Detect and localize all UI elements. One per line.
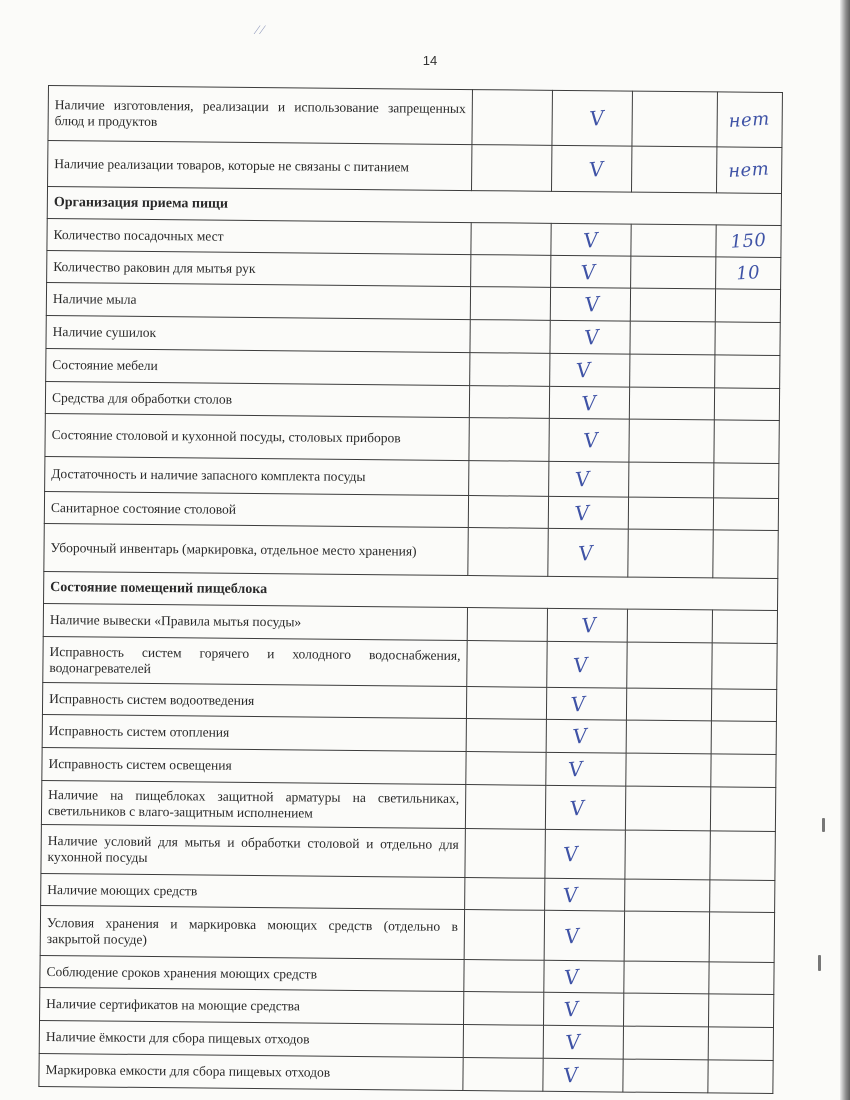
criterion-label: Исправность систем водоотведения [42, 682, 466, 718]
table-row [45, 413, 779, 463]
empty-cell [623, 993, 708, 1027]
check-cell [552, 90, 633, 146]
check-cell [546, 752, 626, 786]
empty-cell [472, 145, 552, 192]
empty-cell [631, 224, 716, 257]
criterion-label: Исправность систем горячего и холодного водоснабжения, водонагревателей [43, 636, 467, 686]
table-row [43, 636, 777, 689]
empty-cell [630, 321, 715, 355]
empty-cell [464, 960, 544, 993]
criterion-label: Исправность систем освещения [42, 747, 466, 784]
handwritten-check-mark: V [588, 105, 606, 131]
empty-cell [469, 418, 549, 462]
empty-cell [465, 785, 545, 830]
table-row [39, 1053, 773, 1093]
handwritten-note-cell [708, 1060, 773, 1094]
section-title: Состояние помещений пищеблока [44, 571, 778, 610]
handwritten-note-cell [715, 322, 780, 356]
check-cell [549, 461, 629, 497]
check-cell [551, 255, 631, 288]
empty-cell [629, 419, 714, 463]
empty-cell [624, 911, 709, 962]
handwritten-check-mark: V [570, 690, 587, 717]
table-row [48, 141, 782, 194]
empty-cell [630, 288, 715, 322]
inspection-table-wrapper [38, 85, 782, 1094]
criterion-label: Наличие ёмкости для сбора пищевых отходов [39, 1020, 463, 1057]
handwritten-note-cell [710, 880, 775, 913]
handwritten-note-cell [713, 498, 778, 531]
handwritten-check-mark: V [571, 723, 589, 749]
handwritten-note-cell [715, 355, 780, 389]
handwritten-note-cell [712, 643, 777, 690]
criterion-label: Наличие изготовления, реализации и использование запрещенных блюд и продуктов [48, 86, 473, 145]
empty-cell [467, 641, 547, 688]
handwritten-note-cell [708, 1027, 773, 1061]
empty-cell [630, 354, 715, 388]
check-cell [550, 287, 630, 321]
empty-cell [468, 496, 548, 529]
empty-cell [628, 497, 713, 530]
handwritten-check-mark: V [562, 1062, 580, 1088]
handwritten-note-cell [709, 912, 774, 963]
check-cell [546, 719, 626, 753]
handwritten-note-cell [710, 787, 775, 832]
empty-cell [623, 1026, 708, 1060]
empty-cell [469, 461, 549, 497]
empty-cell [468, 528, 548, 577]
empty-cell [465, 829, 545, 879]
check-cell [550, 320, 630, 354]
criterion-label: Наличие условий для мытья и обработки столовой и отдельно для кухонной посуды [41, 824, 465, 877]
table-row [44, 523, 778, 578]
criterion-label: Состояние мебели [46, 348, 470, 385]
check-cell [549, 418, 629, 462]
handwritten-note-cell [715, 289, 780, 323]
checklist-rows [39, 86, 783, 1094]
handwritten-check-mark: V [577, 540, 595, 566]
handwritten-check-mark: V [562, 841, 580, 867]
criterion-label: Наличие на пищеблоках защитной арматуры на светильниках, светильников с влаго-защитным исполнением [41, 780, 465, 828]
handwritten-note-cell [714, 420, 779, 464]
check-cell [551, 223, 631, 256]
handwritten-note: 10 [735, 262, 761, 285]
handwritten-note-cell [709, 962, 774, 995]
empty-cell [626, 753, 711, 787]
criterion-label: Наличие сушилок [46, 315, 470, 352]
page-number: 14 [422, 53, 438, 68]
empty-cell [631, 146, 716, 193]
scan-dust-mark [822, 818, 825, 832]
empty-cell [470, 353, 550, 387]
handwritten-note-cell [711, 689, 776, 722]
empty-cell [470, 287, 550, 321]
handwritten-note-cell [714, 388, 779, 421]
check-cell [545, 878, 625, 911]
empty-cell [625, 879, 710, 912]
empty-cell [471, 223, 551, 256]
check-cell [545, 829, 625, 879]
handwritten-note: нет [728, 158, 771, 182]
handwritten-check-mark: V [574, 466, 592, 492]
check-cell [549, 386, 629, 419]
handwritten-note-cell [711, 721, 776, 755]
table-row [48, 86, 782, 148]
empty-cell [624, 961, 709, 994]
empty-cell [471, 255, 551, 288]
empty-cell [625, 830, 710, 880]
empty-cell [470, 320, 550, 354]
scan-edge-shadow [840, 0, 850, 1100]
check-cell [545, 785, 625, 830]
handwritten-check-mark: V [574, 500, 591, 526]
handwritten-check-mark: V [572, 652, 590, 678]
check-cell [546, 687, 626, 720]
empty-cell [625, 786, 710, 831]
handwritten-check-mark: V [580, 612, 598, 638]
criterion-label: Наличие реализации товаров, которые не связаны с питанием [48, 141, 472, 191]
empty-cell [463, 1058, 543, 1092]
handwritten-note-cell [717, 92, 783, 148]
handwritten-note-cell [716, 147, 781, 194]
handwritten-check-mark: V [588, 156, 606, 182]
criterion-label: Наличие сертификатов на моющие средства [40, 987, 464, 1024]
empty-cell [472, 90, 553, 146]
criterion-label: Условия хранения и маркировка моющих средств (отдельно в закрытой посуде) [40, 905, 464, 959]
check-cell [547, 641, 627, 688]
criterion-label: Маркировка емкости для сбора пищевых отходов [39, 1053, 463, 1090]
inspection-checklist-table [38, 85, 783, 1094]
empty-cell [629, 387, 714, 420]
criterion-label: Средства для обработки столов [45, 381, 469, 417]
criterion-label: Уборочный инвентарь (маркировка, отдельное место хранения) [44, 523, 468, 575]
empty-cell [626, 720, 711, 754]
handwritten-note-cell [716, 225, 781, 258]
handwritten-check-mark: V [575, 357, 593, 383]
check-cell [543, 1025, 623, 1059]
handwritten-note: нет [728, 108, 771, 132]
empty-cell [467, 608, 547, 642]
handwritten-check-mark: V [569, 794, 586, 821]
handwritten-check-mark: V [563, 996, 580, 1022]
empty-cell [466, 719, 546, 753]
handwritten-check-mark: V [582, 227, 600, 253]
handwritten-check-mark: V [563, 963, 581, 990]
criterion-label: Количество посадочных мест [47, 218, 471, 254]
empty-cell [465, 878, 545, 911]
criterion-label: Наличие вывески «Правила мытья посуды» [43, 603, 467, 640]
handwritten-note: 150 [729, 229, 768, 253]
check-cell [548, 528, 628, 577]
handwritten-check-mark: V [580, 259, 598, 285]
criterion-label: Наличие мыла [46, 282, 470, 319]
check-cell [544, 960, 624, 993]
check-cell [543, 1058, 623, 1092]
empty-cell [629, 462, 714, 498]
handwritten-check-mark: V [564, 1029, 582, 1055]
empty-cell [632, 91, 718, 147]
criterion-label: Наличие моющих средств [41, 873, 465, 909]
empty-cell [469, 386, 549, 419]
empty-cell [626, 688, 711, 721]
table-row [41, 780, 775, 831]
empty-cell [464, 992, 544, 1026]
handwritten-note-cell [708, 994, 773, 1028]
check-cell [548, 496, 628, 529]
handwritten-check-mark: V [564, 922, 581, 949]
empty-cell [623, 1059, 708, 1093]
check-cell [547, 608, 627, 642]
scan-dust-mark [818, 955, 821, 971]
handwritten-check-mark: V [581, 390, 598, 416]
empty-cell [627, 609, 712, 643]
check-cell [552, 145, 632, 192]
criterion-label: Состояние столовой и кухонной посуды, столовых приборов [45, 413, 469, 460]
handwritten-check-mark: V [567, 756, 585, 782]
check-cell [543, 992, 623, 1026]
scan-mark: ⁄ ⁄ [256, 22, 264, 37]
empty-cell [628, 529, 713, 578]
criterion-label: Количество раковин для мытья рук [47, 250, 471, 286]
criterion-label: Исправность систем отопления [42, 714, 466, 751]
criterion-label: Достаточность и наличие запасного комплекта посуды [45, 456, 469, 495]
check-cell [544, 910, 624, 961]
check-cell [550, 353, 630, 387]
empty-cell [466, 687, 546, 720]
criterion-label: Соблюдение сроков хранения моющих средств [40, 955, 464, 991]
handwritten-note-cell [713, 530, 778, 579]
handwritten-note-cell [711, 754, 776, 788]
empty-cell [627, 642, 712, 689]
handwritten-check-mark: V [584, 291, 601, 317]
handwritten-note-cell [712, 610, 777, 644]
handwritten-check-mark: V [582, 427, 600, 453]
empty-cell [463, 1025, 543, 1059]
empty-cell [466, 752, 546, 786]
empty-cell [631, 256, 716, 289]
handwritten-check-mark: V [583, 324, 601, 350]
table-row [40, 905, 774, 962]
handwritten-check-mark: V [562, 881, 580, 908]
handwritten-note-cell [714, 463, 779, 499]
handwritten-note-cell [710, 831, 775, 881]
section-title: Организация приема пищи [47, 187, 781, 226]
empty-cell [464, 910, 544, 961]
table-row [41, 824, 775, 880]
criterion-label: Санитарное состояние столовой [44, 491, 468, 527]
handwritten-note-cell [716, 257, 781, 290]
